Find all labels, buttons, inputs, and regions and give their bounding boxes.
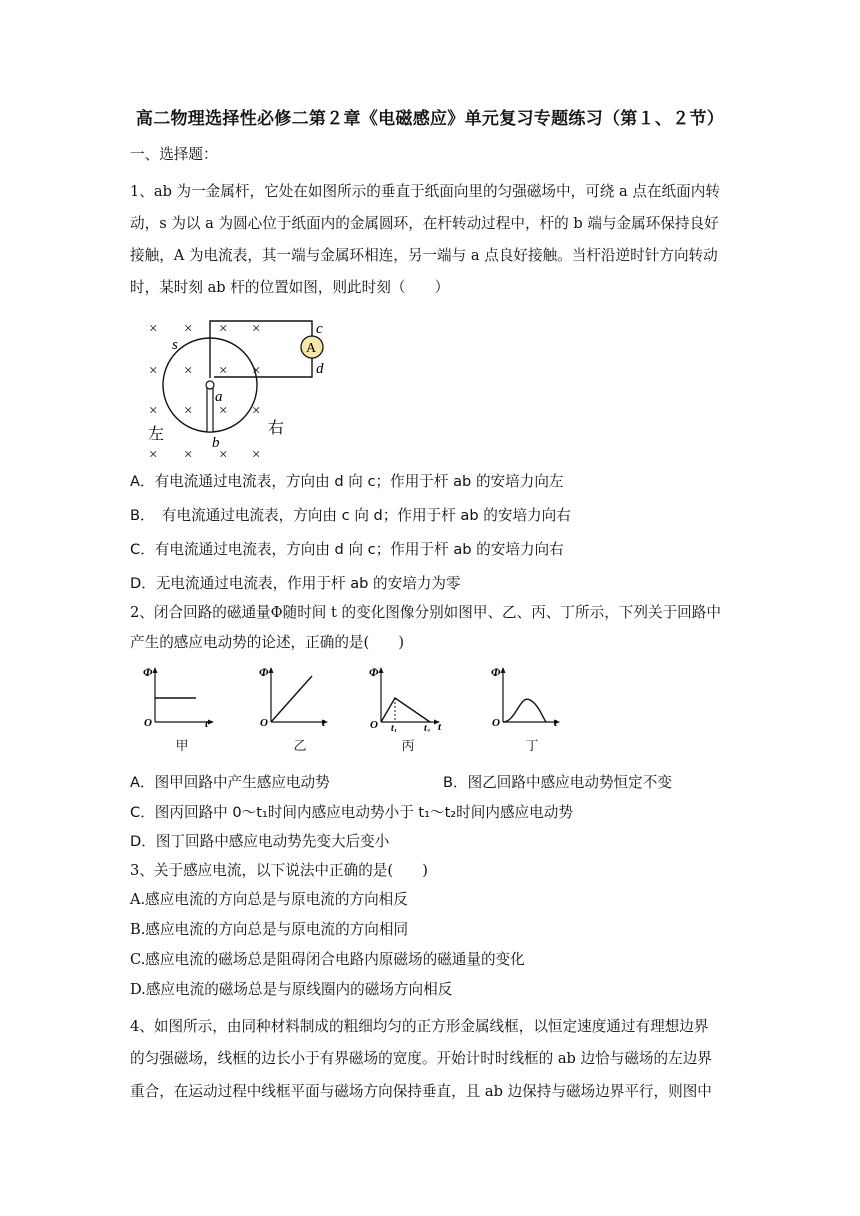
svg-text:×: × [219,321,228,337]
q2-line-2: 产生的感应电动势的论述，正确的是( ) [130,634,405,651]
q1-option-c: C．有电流通过电流表，方向由 d 向 c；作用于杆 ab 的安培力向右 [130,541,564,558]
svg-text:c: c [316,321,323,337]
q3-line-1: 3、关于感应电流，以下说法中正确的是( ) [130,862,428,879]
svg-text:d: d [316,361,324,377]
svg-text:a: a [215,389,223,405]
svg-text:O: O [260,717,268,728]
q2-option-d: D．图丁回路中感应电动势先变大后变小 [130,833,390,850]
graph-label-yi: 乙 [293,739,307,754]
q2-option-c: C．图丙回路中 0～t₁时间内感应电动势小于 t₁～t₂时间内感应电动势 [130,804,573,821]
graph-bing [368,666,448,732]
svg-text:t: t [438,721,442,732]
svg-text:×: × [149,321,158,337]
svg-text:t: t [554,717,558,728]
graph-yi [258,666,334,728]
svg-text:左: 左 [148,426,165,443]
svg-text:×: × [252,321,261,337]
svg-text:O: O [370,719,378,731]
svg-text:×: × [252,403,261,419]
q1-option-d: D．无电流通过电流表，作用于杆 ab 的安培力为零 [130,575,461,592]
svg-text:×: × [184,447,193,463]
q3-option-c: C.感应电流的磁场总是阻碍闭合电路内原磁场的磁通量的变化 [130,951,525,968]
svg-text:s: s [172,337,178,353]
graph-jia [142,666,218,728]
q1-line-2: 动，s 为以 a 为圆心位于纸面内的金属圆环，在杆转动过程中，杆的 b 端与金属环保持良好 [130,215,719,232]
svg-text:×: × [184,363,193,379]
pivot-a [206,381,214,389]
q2-option-b: B．图乙回路中感应电动势恒定不变 [443,774,672,791]
svg-text:×: × [149,363,158,379]
q3-option-b: B.感应电流的方向总是与原电流的方向相同 [130,921,409,938]
svg-text:A: A [306,341,317,356]
graph-label-jia: 甲 [175,739,189,754]
wire-bottom [214,358,312,377]
graph-label-bing: 丙 [401,739,415,754]
q1-option-b: B． 有电流通过电流表，方向由 c 向 d；作用于杆 ab 的安培力向右 [130,507,571,524]
field-marks [149,321,260,463]
q1-line-1: 1、ab 为一金属杆，它处在如图所示的垂直于纸面向里的匀强磁场中，可绕 a 点在纸面内转 [130,183,720,200]
svg-text:Φ: Φ [369,666,379,679]
q1-option-a: A．有电流通过电流表，方向由 d 向 c；作用于杆 ab 的安培力向左 [130,473,564,490]
q2-option-a: A．图甲回路中产生感应电动势 [130,774,330,791]
svg-text:b: b [212,435,220,451]
svg-text:×: × [252,363,261,379]
svg-text:×: × [149,403,158,419]
svg-text:×: × [219,363,228,379]
svg-text:×: × [219,447,228,463]
q1-figure [140,315,350,465]
q3-option-d: D.感应电流的磁场总是与原线圈内的磁场方向相反 [130,981,453,998]
q2-line-1: 2、闭合回路的磁通量Φ随时间 t 的变化图像分别如图甲、乙、丙、丁所示，下列关于回路中 [130,604,721,621]
svg-text:×: × [184,403,193,419]
q4-line-2: 的匀强磁场，线框的边长小于有界磁场的宽度。开始计时时线框的 ab 边恰与磁场的左边界 [130,1050,712,1067]
q1-line-4: 时，某时刻 ab 杆的位置如图，则此时刻（ ） [130,279,450,296]
page-title: 高二物理选择性必修二第２章《电磁感应》单元复习专题练习（第１、２节） [135,109,725,129]
svg-text:×: × [219,403,228,419]
svg-text:t₁: t₁ [391,723,398,732]
q1-line-3: 接触，A 为电流表，其一端与金属环相连，另一端与 a 点良好接触。当杆沿逆时针方向转动 [130,247,718,264]
q3-option-a: A.感应电流的方向总是与原电流的方向相反 [130,891,408,908]
svg-text:Φ: Φ [259,666,269,679]
svg-text:Φ: Φ [143,666,153,679]
svg-text:×: × [149,447,158,463]
svg-text:右: 右 [268,420,285,437]
graph-label-ding: 丁 [525,739,539,754]
svg-text:Φ: Φ [491,666,501,679]
svg-text:O: O [492,717,500,728]
svg-text:O: O [144,717,152,728]
svg-text:t: t [205,718,209,728]
q4-line-1: 4、如图所示，由同种材料制成的粗细均匀的正方形金属线框，以恒定速度通过有理想边界 [130,1018,709,1035]
q4-line-3: 重合，在运动过程中线框平面与磁场方向保持垂直，且 ab 边保持与磁场边界平行，则图中 [130,1083,712,1100]
section-heading: 一、选择题： [130,146,218,163]
svg-text:×: × [252,447,261,463]
rod-ab [207,387,213,432]
svg-text:t₂: t₂ [424,723,431,732]
svg-text:t: t [322,717,326,728]
svg-text:×: × [184,321,193,337]
graph-ding [490,666,566,728]
